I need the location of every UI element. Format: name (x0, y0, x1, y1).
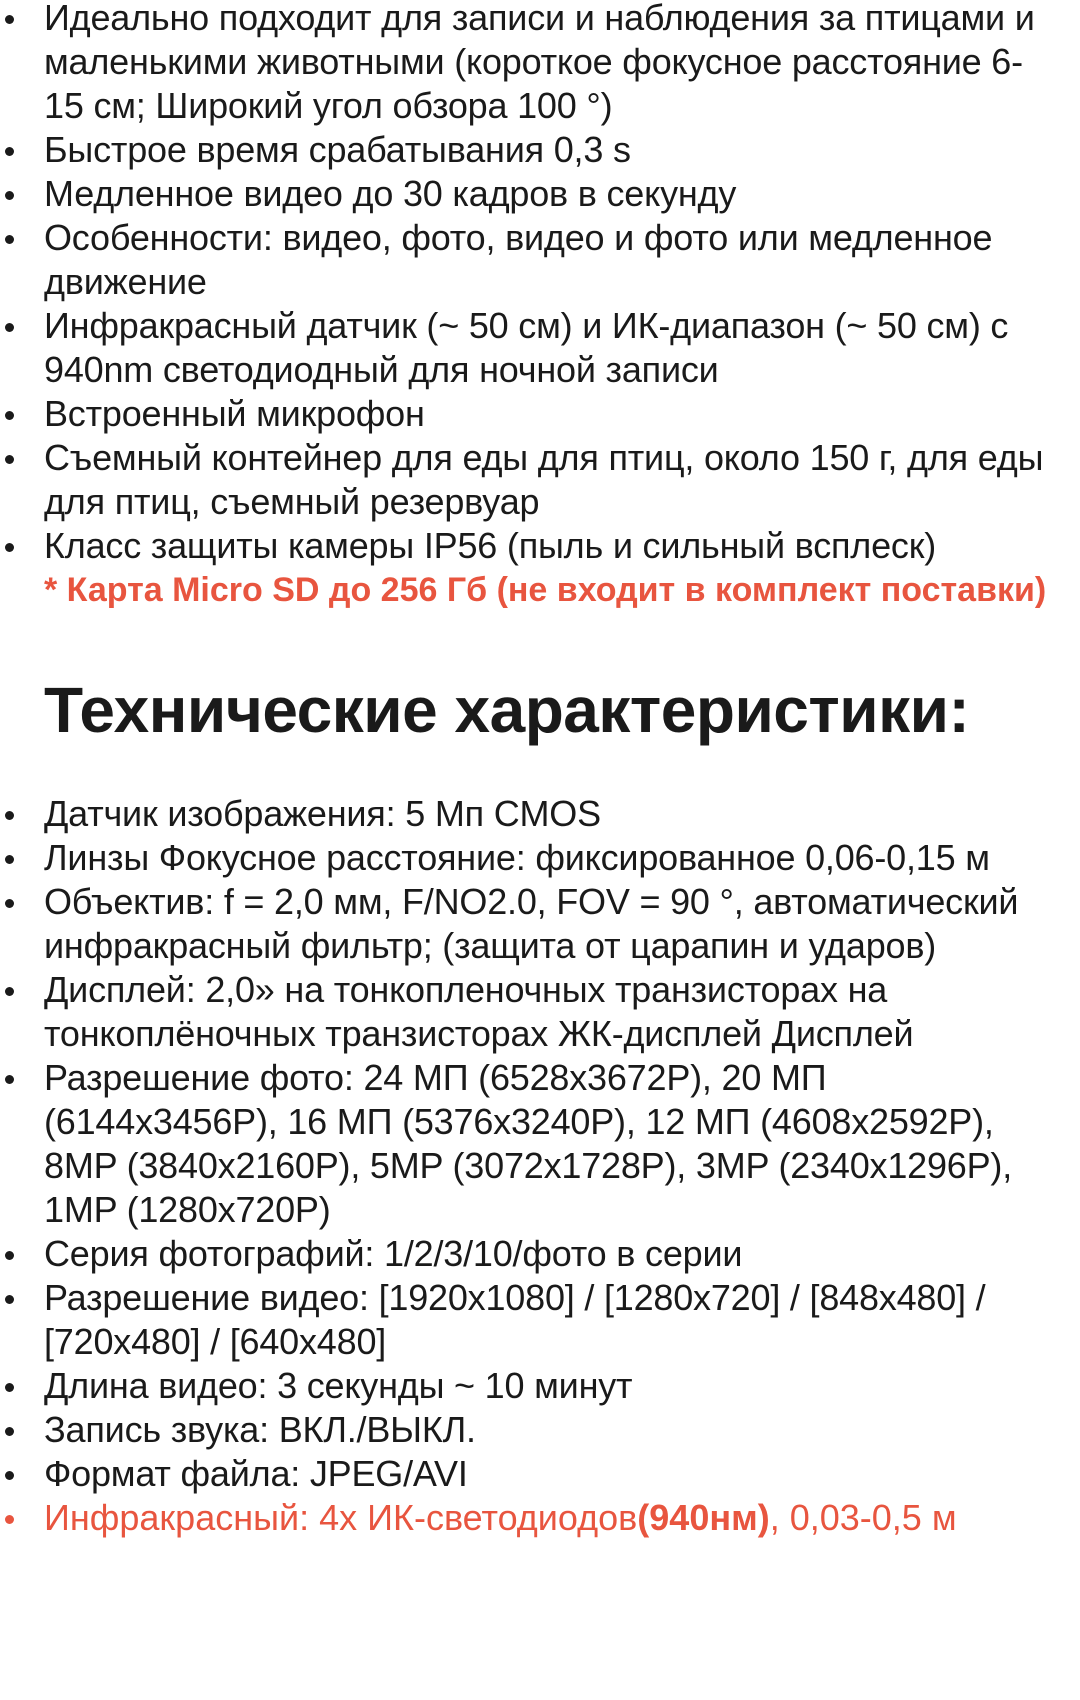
feature-item: Быстрое время срабатывания 0,3 s (0, 128, 1050, 172)
feature-item: Особенности: видео, фото, видео и фото или медленное движение (0, 216, 1050, 304)
spec-item: Разрешение видео: [1920x1080] / [1280x720] / [848x480] / [720x480] / [640x480] (0, 1276, 1050, 1364)
spec-item: Линзы Фокусное расстояние: фиксированное 0,06-0,15 м (0, 836, 1050, 880)
feature-item: Класс защиты камеры IP56 (пыль и сильный всплеск) (0, 524, 1050, 568)
spec-item: Запись звука: ВКЛ./ВЫКЛ. (0, 1408, 1050, 1452)
feature-item: Медленное видео до 30 кадров в секунду (0, 172, 1050, 216)
feature-item: Инфракрасный датчик (~ 50 см) и ИК-диапазон (~ 50 см) с 940nm светодиодный для ночной записи (0, 304, 1050, 392)
specs-list (0, 792, 1050, 1496)
sd-card-note: * Карта Micro SD до 256 Гб (не входит в комплект поставки) (44, 571, 1047, 609)
infrared-spec-prefix: Инфракрасный: 4x ИК-светодиодов (44, 1497, 638, 1538)
infrared-spec-wavelength: (940нм) (637, 1497, 770, 1538)
infrared-spec-item (0, 1496, 1050, 1540)
spec-item: Формат файла: JPEG/AVI (0, 1452, 1050, 1496)
features-list (0, 0, 1050, 568)
feature-item: Идеально подходит для записи и наблюдения за птицами и маленькими животными (короткое фокусное расстояние 6-15 см; Широкий угол обзора 100 °) (0, 0, 1050, 128)
spec-item: Длина видео: 3 секунды ~ 10 минут (0, 1364, 1050, 1408)
spec-item: Дисплей: 2,0» на тонкопленочных транзисторах на тонкоплёночных транзисторах ЖК-дисплей Дисплей (0, 968, 1050, 1056)
feature-item: Съемный контейнер для еды для птиц, около 150 г, для еды для птиц, съемный резервуар (0, 436, 1050, 524)
spec-item: Объектив: f = 2,0 мм, F/NO2.0, FOV = 90 °, автоматический инфракрасный фильтр; (защита от царапин и ударов) (0, 880, 1050, 968)
specs-heading: Технические характеристики: (44, 674, 970, 746)
spec-item: Датчик изображения: 5 Мп CMOS (0, 792, 1050, 836)
spec-item: Серия фотографий: 1/2/3/10/фото в серии (0, 1232, 1050, 1276)
spec-item: Разрешение фото: 24 МП (6528x3672P), 20 МП (6144x3456P), 16 МП (5376x3240P), 12 МП (4608x2592P), 8MP (3840x2160P), 5MP (3072x1728P), 3MP (2340x1296P), 1MP (1280x720P) (0, 1056, 1050, 1232)
feature-item: Встроенный микрофон (0, 392, 1050, 436)
infrared-spec-suffix: , 0,03-0,5 м (769, 1497, 957, 1538)
